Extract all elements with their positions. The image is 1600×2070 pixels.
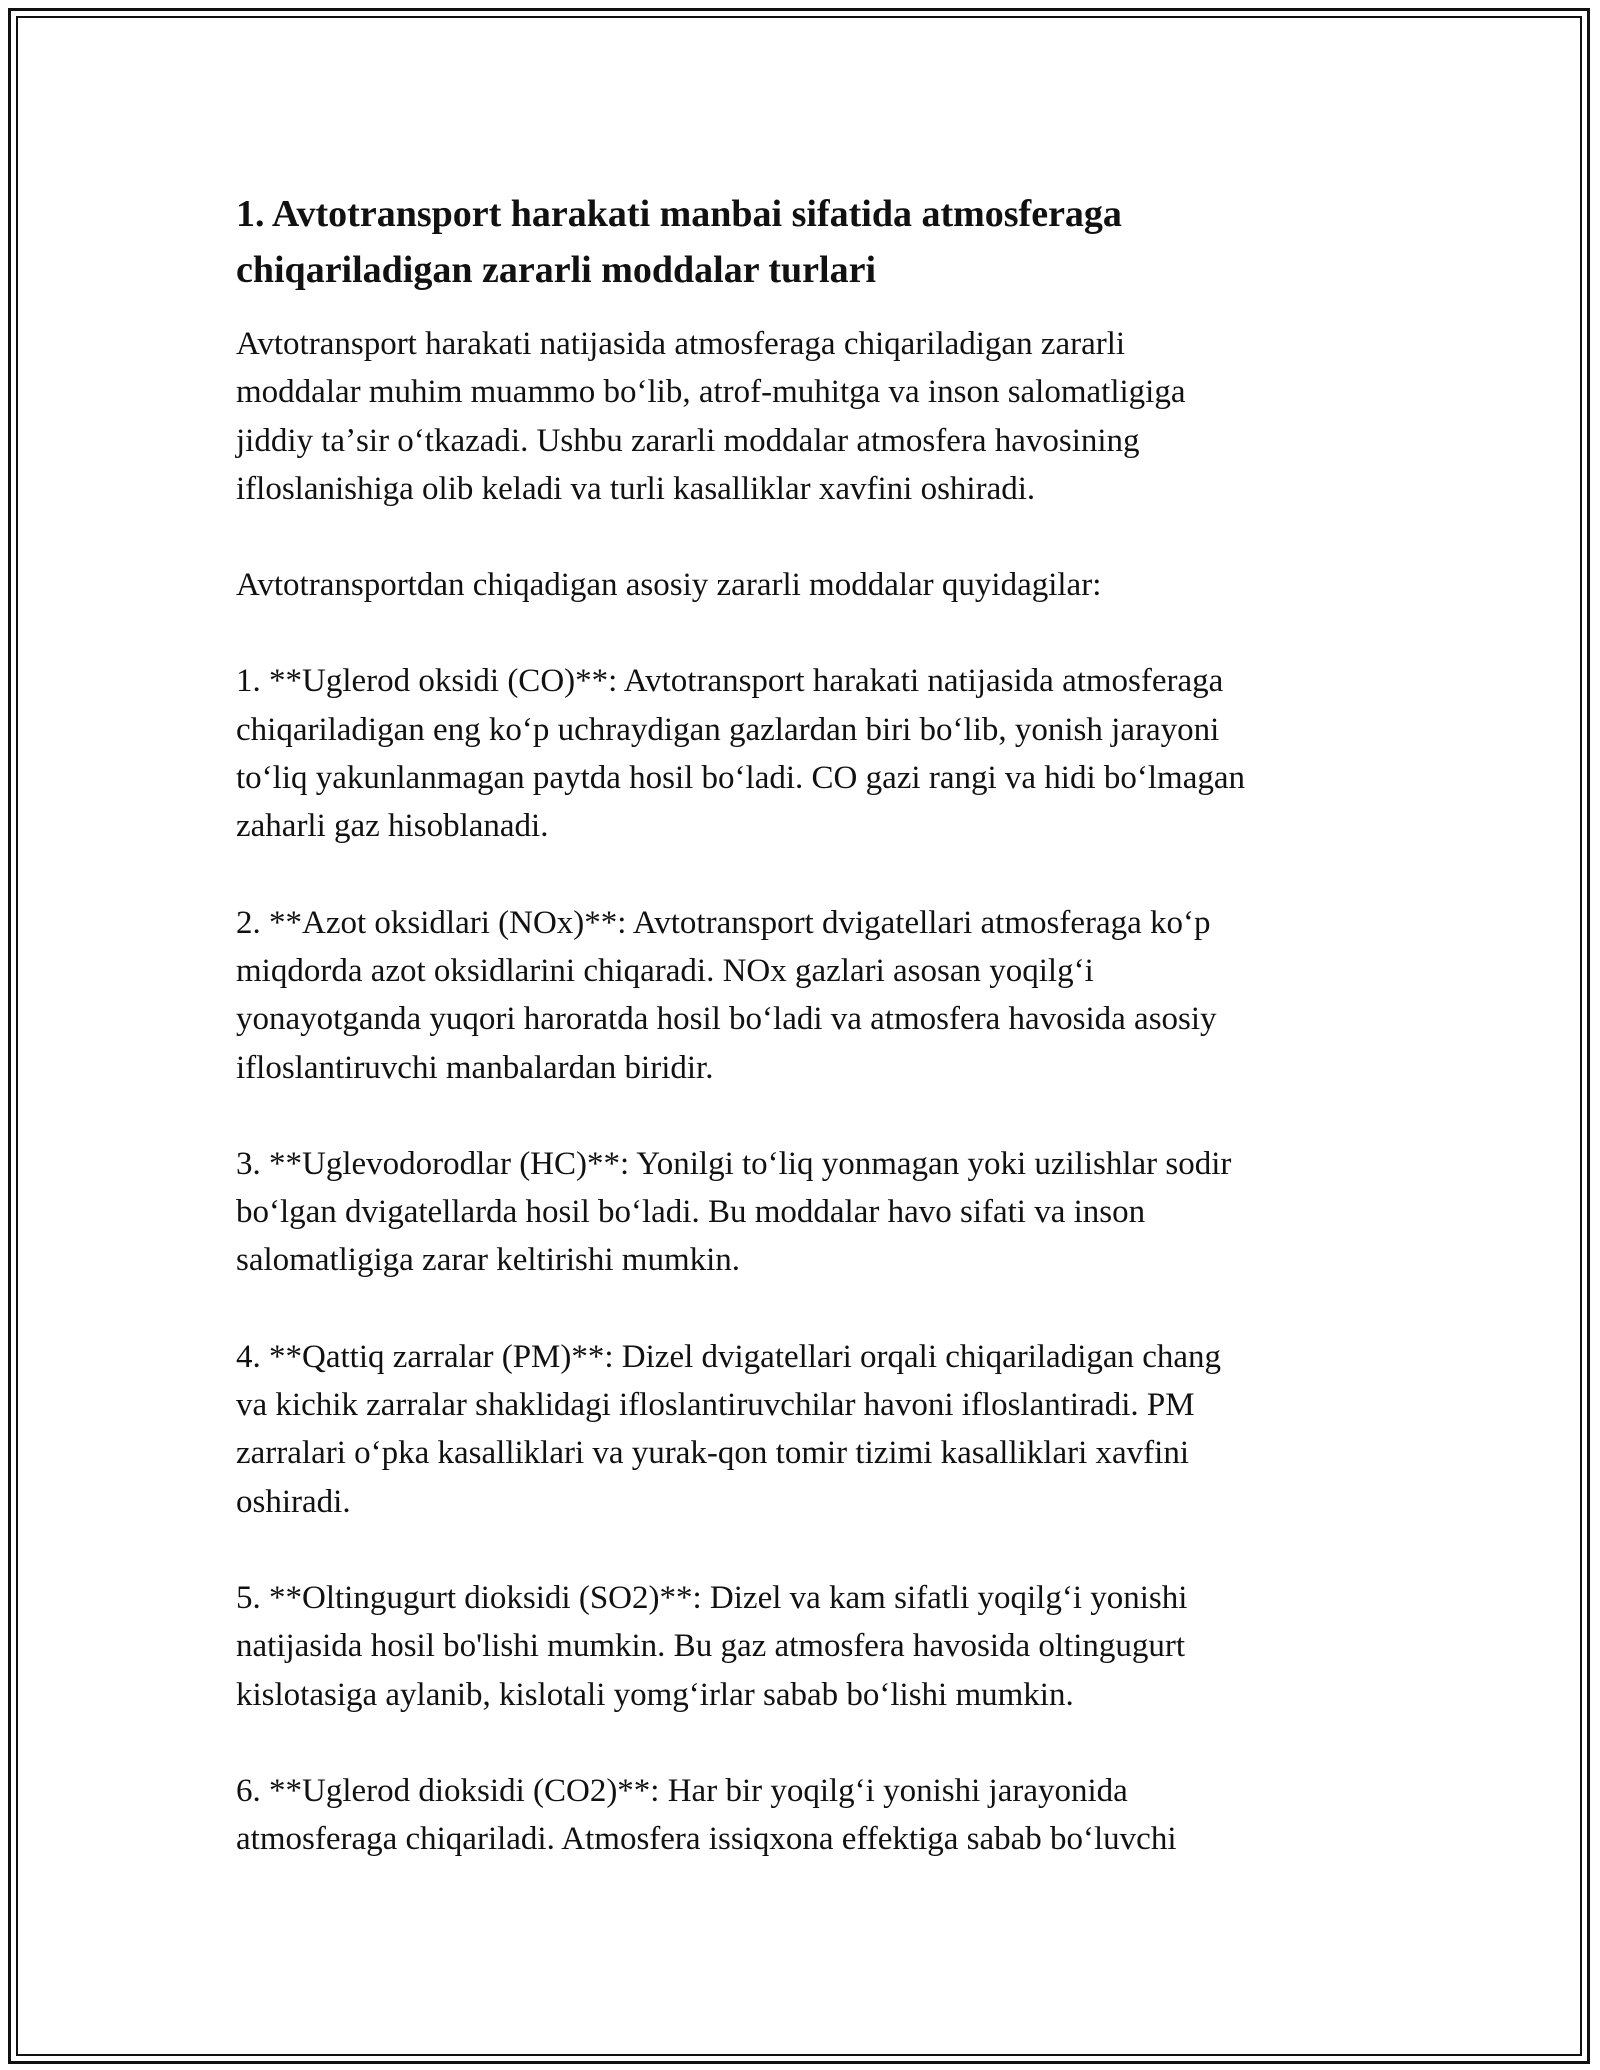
list-item-co2: 6. **Uglerod dioksidi (CO2)**: Har bir yoqilgʻi yonishi jarayonida atmosferaga chiqariladi. Atmosfera issiqxona effektiga sabab boʻluvchi (236, 1772, 1177, 1858)
paragraph-gap (236, 1285, 1366, 1333)
list-item-hc: 3. **Uglevodorodlar (HC)**: Yonilgi toʻliq yonmagan yoki uzilishlar sodir boʻlgan dvigatellarda hosil boʻladi. Bu moddalar havo sifati va inson salomatligiga zarar keltirishi mumkin. (236, 1145, 1232, 1279)
intro-paragraph: Avtotransport harakati natijasida atmosferaga chiqariladigan zararli moddalar muhim muammo boʻlib, atrof-muhitga va inson salomatligiga jiddiy taʼsir oʻtkazadi. Ushbu zararli moddalar atmosfera havosining ifloslanishiga olib keladi va turli kasalliklar xavfini oshiradi. (236, 326, 1186, 507)
section-heading: 1. Avtotransport harakati manbai sifatida atmosferaga chiqariladigan zararli moddalar turlari (236, 193, 1122, 291)
paragraph-gap (236, 851, 1366, 899)
list-item-co: 1. **Uglerod oksidi (CO)**: Avtotransport harakati natijasida atmosferaga chiqariladigan eng koʻp uchraydigan gazlardan biri boʻlib, yonish jarayoni toʻliq yakunlanmagan paytda hosil boʻladi. CO gazi rangi va hidi boʻlmagan zaharli gaz hisoblanadi. (236, 663, 1245, 845)
list-item-pm: 4. **Qattiq zarralar (PM)**: Dizel dvigatellari orqali chiqariladigan chang va kichik zarralar shaklidagi ifloslantiruvchilar havoni ifloslantiradi. PM zarralari oʻpka kasalliklari va yurak-qon tomir tizimi kasalliklari xavfini oshiradi. (236, 1338, 1222, 1520)
list-item-so2: 5. **Oltingugurt dioksidi (SO2)**: Dizel va kam sifatli yoqilgʻi yonishi natijasida hosil bo'lishi mumkin. Bu gaz atmosfera havosida oltingugurt kislotasiga aylanib, kislotali yomgʻirlar sabab boʻlishi mumkin. (236, 1579, 1188, 1713)
document-body (236, 186, 1366, 1863)
list-item-nox: 2. **Azot oksidlari (NOx)**: Avtotransport dvigatellari atmosferaga koʻp miqdorda azot oksidlarini chiqaradi. NOx gazlari asosan yoqilgʻi yonayotganda yuqori haroratda hosil boʻladi va atmosfera havosida asosiy ifloslantiruvchi manbalardan biridir. (236, 904, 1217, 1086)
paragraph-gap (236, 513, 1366, 561)
paragraph-gap (236, 609, 1366, 657)
paragraph-gap (236, 1526, 1366, 1574)
paragraph-gap (236, 1092, 1366, 1140)
list-intro-paragraph: Avtotransportdan chiqadigan asosiy zararli moddalar quyidagilar: (236, 567, 1102, 604)
paragraph-gap (236, 1719, 1366, 1767)
